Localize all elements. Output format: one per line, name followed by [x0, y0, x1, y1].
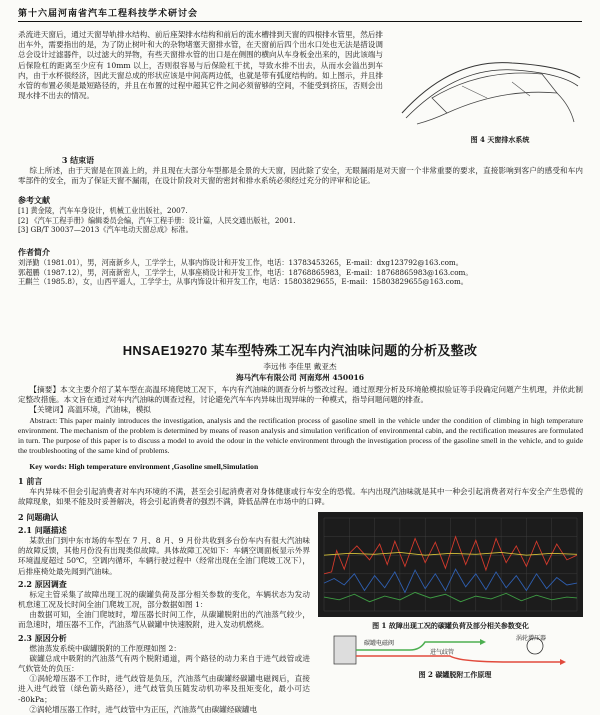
- section-2-2-heading: 2.2 原因调查: [18, 578, 67, 589]
- intro-text: 车内异味不但会引起消费者对车内环境的不满，甚至会引起消费者对身体健康或行车安全的恐慌。车内出现汽油味就是其中一种会引起消费者对行车安全产生恐慌的故障现象，如果不能及时妥善解决，将会引起消费者的强烈不满，降低品牌在市场中的口碑。: [18, 487, 583, 507]
- section-2-3-heading: 2.3 原因分析: [18, 632, 67, 643]
- abstract-en: Abstract: This paper mainly introduces the investigation, analysis and the rectification process of gasoline smell in the vehicle under the condition of climbing in high temperature environment. The mechanism of the problem is determined by means of reason analysis and simulation verification of environmental cabin, and the rectification measures are formulated in turn. The purpose of this paper is to discuss a model to avoid the odour in the vehicle environment through the investigation process of the gasoline smell in the vehicle, and to guide the troubleshooting of the same kind of problems.: [18, 415, 583, 456]
- green-arrowhead: [480, 639, 486, 645]
- sunroof-drainage-drawing: [392, 38, 587, 128]
- conclusion-text: 综上所述，由于天窗是在顶盖上的，并且现在大部分车型都是全景的大天窗，因此除了安全，无眼漏雨是对天窗一个非常重要的要求，直接影响到客户的感受和车内零部件的安全，而为了保证天窗不漏雨，在设计阶段对天窗的密封和排水系统必须经过充分的评审和论证。: [18, 166, 583, 186]
- label-turbocharger: 涡轮增压器: [516, 635, 547, 642]
- roof-outline-inner: [406, 70, 578, 118]
- section-2-2-text-2: 由数据可知，全油门爬坡时，增压器长时间工作，从碳罐脱附出的汽油蒸气较少，而急速时，增压器不工作，汽油蒸气从碳罐中快速脱附，进入发动机燃烧。: [18, 610, 310, 630]
- section-2-2-text: 标定主管采集了故障出现工况的碳罐负荷及部分相关参数的变化，车辆状态为发动机怠速工况及长时间全油门爬坡工况，部分数据如图 1：: [18, 589, 310, 610]
- red-arrow-path: [356, 656, 560, 662]
- top-paragraph: 杀流进天窗后，通过天窗导轨排水结构、前后座架排水结构和前后的流水槽排到天窗的四根排水管里，然后排出车外，需要指出的是，为了防止树叶和大的杂物堵塞天窗排水管，在天窗前后四个出水口处也无法是措设调总会设计过滤器件，以过滤大的异物，有些天窗排水管的出口是在侧围的横向从车身板金出来的，因此该端与后保险杠的距离至少应有 10mm 以上，否则很容易与后保险杠干扰，导致水排不出去，从而水会溢出到车内，由于水杯很经济，因此天窗总成的形状应该是中间高两边低，也就是带有弧度结构的。如上图示，并且排水管的布置必须是最短路径的，并且在布置的过程中超其它件之间必须留够的空间，不能受到挤压，否则会出现水排不出去的情况。: [18, 30, 383, 101]
- figure-1: [318, 512, 583, 617]
- references-block: [18, 193, 583, 243]
- figure-1-caption: 图 1 故障出现工况的碳罐负荷及部分相关参数变化: [372, 621, 529, 630]
- left-column-body: [18, 510, 310, 714]
- drain-channels: [462, 82, 530, 98]
- section-2-3-text-2: 碳罐总成中吸附的汽油蒸气有两个脱附通道，两个路径的动力来自于进气歧管或进气软管处的负压：: [18, 653, 310, 674]
- top-paragraph-block: [18, 30, 383, 153]
- reference-2: [2] 《汽车工程手册》编辑委员会编，汽车工程手册：设计篇，人民交通出版社，2001.: [18, 215, 296, 225]
- figure-4-caption: 图 4 天窗排水系统: [470, 135, 530, 144]
- section-2-3-item-1: ①涡轮增压器不工作时，进气歧管是负压，汽油蒸气由碳罐经碳罐电磁阀后，直接进入进气歧管（绿色箭头路径），进气歧管负压随发动机功率及扭矩变化，最小可达 -80kPa；: [18, 674, 310, 704]
- figure-4: [392, 38, 587, 128]
- conclusion-block: [18, 153, 583, 193]
- author-bio-1: 刘泽勤（1981.01），男，河南新乡人，工学学士，从事内饰设计和开发工作，电话：13783453265，E-mail：dxg123792@163.com。: [18, 258, 463, 267]
- canister-shape: [334, 636, 356, 664]
- author-bios-block: [18, 245, 583, 291]
- abstract-block: [18, 385, 583, 462]
- section-2-3-item-2: ②涡轮增压器工作时，进气歧管中为正压，汽油蒸气由碳罐经碳罐电: [29, 704, 258, 714]
- conclusion-heading: 3 结束语: [61, 155, 95, 165]
- running-head: 第十六届河南省汽车工程科技学术研讨会: [18, 6, 582, 22]
- reference-1: [1] 黄金陵，汽车车身设计，机械工业出版社，2007.: [18, 206, 188, 215]
- drain-hose-rear: [557, 93, 574, 122]
- intro-heading: 1 前言: [18, 476, 43, 486]
- section-2-1-heading: 2.1 问题描述: [18, 525, 67, 535]
- author-bio-2: 郭超鹏（1987.12），男，河南新密人，工学学士，从事座椅设计和开发工作，电话：18768865983，E-mail：18768865983@163.com。: [18, 267, 473, 277]
- red-arrowhead: [560, 659, 566, 665]
- author-bio-3: 王麒兰（1985.8），女，山西平遥人，工学学士，从事内饰设计和开发工作，电话：15803829655，E-mail：15803829655@163.com。: [18, 277, 468, 287]
- intro-block: [18, 474, 583, 508]
- references-heading: 参考文献: [18, 195, 50, 205]
- sunroof-frame: [432, 73, 557, 113]
- paper-title: HNSAE19270 某车型特殊工况车内汽油味问题的分析及整改: [122, 343, 478, 358]
- keywords-en: Key words: High temperature environment ,Gasoline smell,Simulation: [29, 462, 259, 471]
- abstract-cn: 【摘要】本文主要介绍了某车型在高温环境爬坡工况下，车内有汽油味的调查分析与整改过程。通过原理分析及环境舱模拟验证等手段确定问题产生机理，并依此制定整改措施。本文旨在通过对车内汽油味的调查过程，讨论避免汽车车内异味出现异味的一种模式，指导问题问题的排查。: [18, 385, 583, 405]
- section-2-1-text: 某款由门到中东市场的车型在 7 月、8 月、9 月份共收到多台份车内有很大汽油味的故障反馈，其他月份没有出现类似故障。具体故障工况如下：车辆空调面板显示外界环境温度超过 50℃，空调内循环，车辆行驶过程中（经常出现在全油门爬坡工况下），后排座椅处最先闻到汽油味。: [18, 536, 310, 576]
- figure-2-caption: 图 2 碳罐脱附工作原理: [418, 670, 492, 679]
- label-intake-manifold: 进气歧管: [430, 649, 455, 656]
- paper-authors: 李远伟 李佳里 戴亚杰: [263, 362, 337, 371]
- section-2-3-text: 燃油蒸发系统中碳罐脱附的工作原理如图 2：: [29, 643, 181, 653]
- drain-hose-front: [417, 113, 447, 124]
- affiliation: 海马汽车有限公司 河南郑州 450016: [235, 373, 365, 382]
- purge-schematic: [330, 632, 580, 670]
- authors-heading: 作者简介: [18, 247, 50, 257]
- keywords-cn: 【关键词】高温环境，汽油味，模拟: [29, 405, 151, 415]
- keywords-en-block: [18, 462, 583, 473]
- label-canister-valve: 碳罐电磁阀: [364, 640, 395, 647]
- reference-3: [3] GB/T 30037—2013《汽车电动天窗总成》标准。: [18, 225, 193, 235]
- canister-load-chart: [318, 512, 583, 617]
- section-2-heading: 2 问题确认: [18, 512, 59, 522]
- figure-2: [330, 632, 580, 670]
